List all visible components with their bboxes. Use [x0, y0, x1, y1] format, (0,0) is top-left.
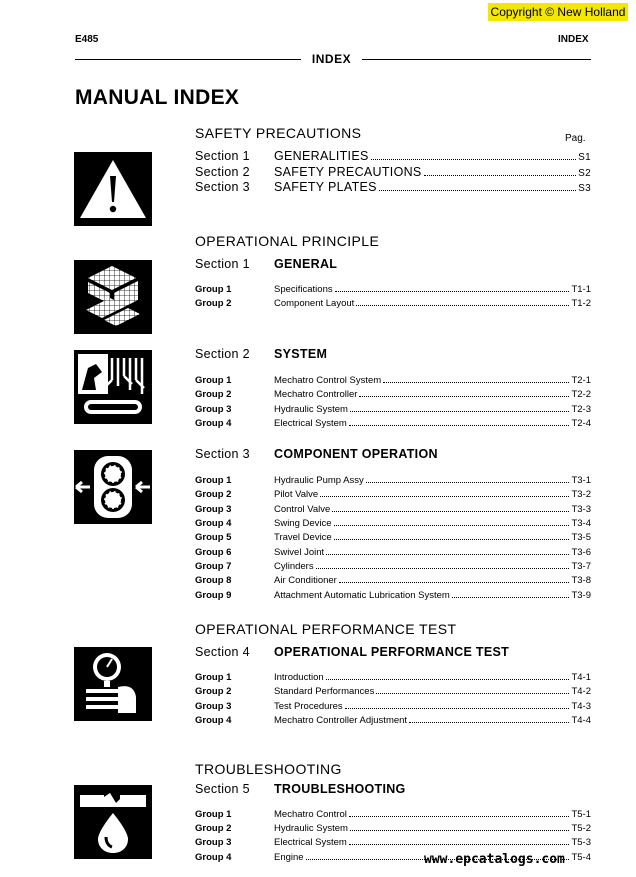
toc-row-t2-2[interactable]: Group 2 Mechatro Controller T2-2: [195, 389, 591, 400]
toc-row-t3-7[interactable]: Group 7 Cylinders T3-7: [195, 561, 591, 572]
toc-row-t5-1[interactable]: Group 1 Mechatro Control T5-1: [195, 809, 591, 820]
toc-row-t1-1[interactable]: Group 1 Specifications T1-1: [195, 284, 591, 295]
category-operational-performance-test: OPERATIONAL PERFORMANCE TEST: [195, 621, 457, 637]
toc-row-t3-5[interactable]: Group 5 Travel Device T3-5: [195, 532, 591, 543]
section-3-heading[interactable]: Section 3 COMPONENT OPERATION: [195, 447, 438, 461]
toc-row-safety-1[interactable]: Section 1 GENERALITIES S1: [195, 149, 591, 163]
toc-row-t3-6[interactable]: Group 6 Swivel Joint T3-6: [195, 547, 591, 558]
toc-row-t2-1[interactable]: Group 1 Mechatro Control System T2-1: [195, 375, 591, 386]
section-2-heading[interactable]: Section 2 SYSTEM: [195, 347, 328, 361]
header-rule-right: [362, 59, 591, 60]
copyright-badge: Copyright © New Holland: [488, 3, 628, 21]
category-troubleshooting: TROUBLESHOOTING: [195, 761, 342, 777]
pipe-drop-icon: [74, 785, 152, 859]
toc-row-t3-8[interactable]: Group 8 Air Conditioner T3-8: [195, 575, 591, 586]
toc-row-t4-3[interactable]: Group 3 Test Procedures T4-3: [195, 701, 591, 712]
toc-row-t1-2[interactable]: Group 2 Component Layout T1-2: [195, 298, 591, 309]
toc-row-t3-2[interactable]: Group 2 Pilot Valve T3-2: [195, 489, 591, 500]
model-code: E485: [75, 34, 99, 45]
toc-row-t3-4[interactable]: Group 4 Swing Device T3-4: [195, 518, 591, 529]
section-1-heading[interactable]: Section 1 GENERAL: [195, 257, 338, 271]
section-5-heading[interactable]: Section 5 TROUBLESHOOTING: [195, 782, 406, 796]
header-index-label: INDEX: [558, 34, 589, 45]
toc-row-t3-9[interactable]: Group 9 Attachment Automatic Lubrication System T3-9: [195, 590, 591, 601]
gauge-hand-icon: [74, 647, 152, 721]
toc-row-safety-2[interactable]: Section 2 SAFETY PRECAUTIONS S2: [195, 165, 591, 179]
page-column-label: Pag.: [565, 133, 586, 144]
watermark-url: www.epcatalogs.com: [424, 852, 565, 867]
toc-row-safety-3[interactable]: Section 3 SAFETY PLATES S3: [195, 180, 591, 194]
section-4-heading[interactable]: Section 4 OPERATIONAL PERFORMANCE TEST: [195, 645, 510, 659]
toc-row-t5-4[interactable]: Group 4 Engine T5-4: [195, 852, 591, 863]
toc-row-t2-4[interactable]: Group 4 Electrical System T2-4: [195, 418, 591, 429]
toc-row-t5-2[interactable]: Group 2 Hydraulic System T5-2: [195, 823, 591, 834]
category-safety-precautions: SAFETY PRECAUTIONS: [195, 125, 362, 141]
category-operational-principle: OPERATIONAL PRINCIPLE: [195, 233, 380, 249]
isometric-blocks-icon: [74, 260, 152, 334]
toc-row-t3-1[interactable]: Group 1 Hydraulic Pump Assy T3-1: [195, 475, 591, 486]
toc-row-t4-1[interactable]: Group 1 Introduction T4-1: [195, 672, 591, 683]
page-title: MANUAL INDEX: [75, 86, 240, 109]
toc-row-t5-3[interactable]: Group 3 Electrical System T5-3: [195, 837, 591, 848]
gear-pump-icon: [74, 450, 152, 524]
header-center-index: INDEX: [311, 52, 352, 66]
toc-row-t2-3[interactable]: Group 3 Hydraulic System T2-3: [195, 404, 591, 415]
circuit-system-icon: [74, 350, 152, 424]
header-rule-left: [75, 59, 301, 60]
toc-row-t3-3[interactable]: Group 3 Control Valve T3-3: [195, 504, 591, 515]
toc-row-t4-4[interactable]: Group 4 Mechatro Controller Adjustment T4-4: [195, 715, 591, 726]
warning-triangle-icon: [74, 152, 152, 226]
toc-row-t4-2[interactable]: Group 2 Standard Performances T4-2: [195, 686, 591, 697]
